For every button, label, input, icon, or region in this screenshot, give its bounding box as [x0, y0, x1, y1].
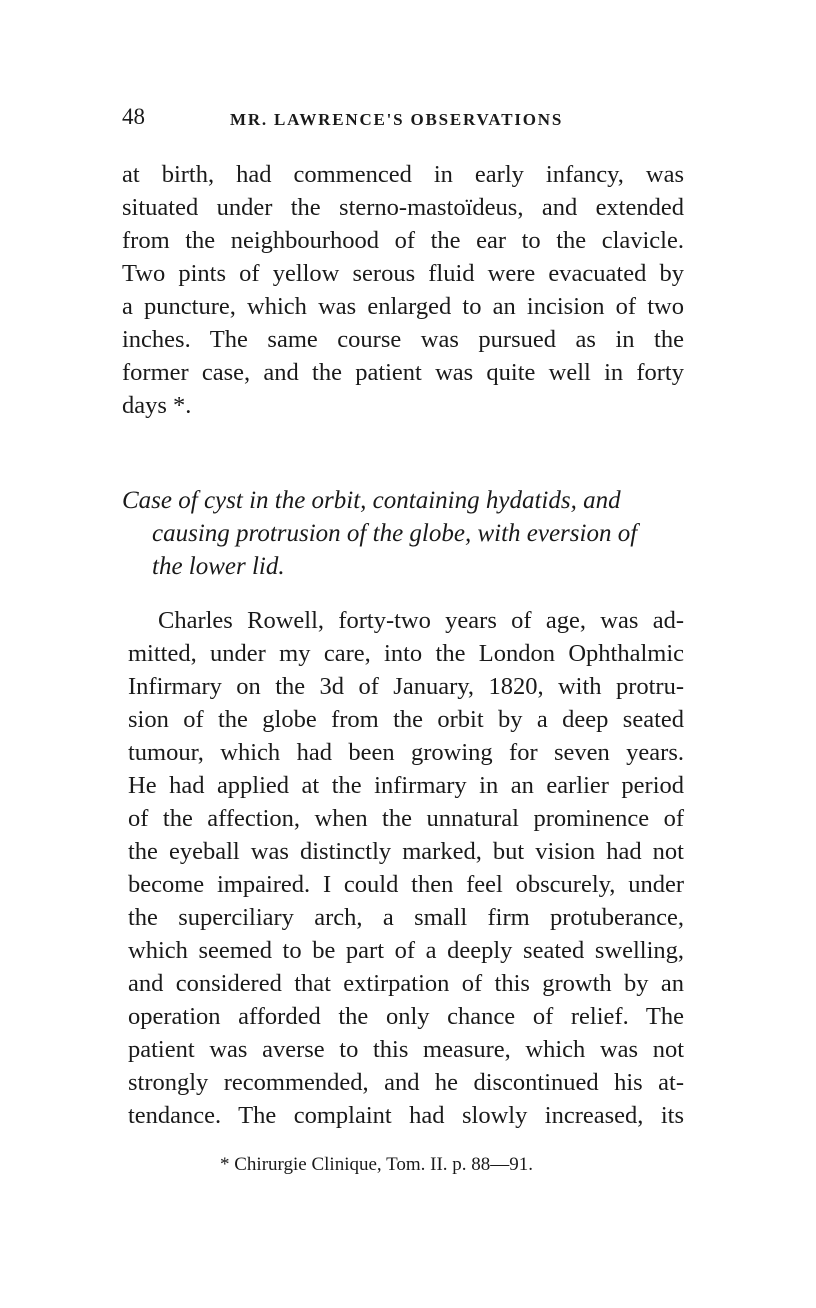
- text-line: He had applied at the infirmary in an earlier period: [128, 772, 684, 799]
- text-line: from the neighbourhood of the ear to the clavicle.: [122, 227, 684, 254]
- text-line: Infirmary on the 3d of January, 1820, with protru-: [128, 673, 684, 700]
- text-line: former case, and the patient was quite well in forty: [122, 359, 684, 386]
- text-line: operation afforded the only chance of relief. The: [128, 1003, 684, 1030]
- text-line: patient was averse to this measure, which was not: [128, 1036, 684, 1063]
- heading-line: the lower lid.: [152, 553, 285, 580]
- text-line: which seemed to be part of a deeply seated swelling,: [128, 937, 684, 964]
- text-line: sion of the globe from the orbit by a deep seated: [128, 706, 684, 733]
- text-line: situated under the sterno-mastoïdeus, and extended: [122, 194, 684, 221]
- paragraph-continuation: [122, 158, 684, 422]
- text-line: the eyeball was distinctly marked, but vision had not: [128, 838, 684, 865]
- heading-line: causing protrusion of the globe, with eversion of: [152, 520, 638, 547]
- text-line: become impaired. I could then feel obscurely, under: [128, 871, 684, 898]
- case-heading: [122, 484, 692, 583]
- heading-line: Case of cyst in the orbit, containing hydatids, and: [122, 487, 621, 514]
- text-line: Two pints of yellow serous fluid were evacuated by: [122, 260, 684, 287]
- text-line: of the affection, when the unnatural prominence of: [128, 805, 684, 832]
- running-title: MR. LAWRENCE'S OBSERVATIONS: [230, 110, 564, 129]
- case-paragraph: [128, 604, 684, 1132]
- text-line: tumour, which had been growing for seven years.: [128, 739, 684, 766]
- text-line: inches. The same course was pursued as in the: [122, 326, 684, 353]
- text-line: and considered that extirpation of this growth by an: [128, 970, 684, 997]
- running-head: [122, 104, 682, 144]
- text-line: at birth, had commenced in early infancy, was: [122, 161, 684, 188]
- text-line: Charles Rowell, forty-two years of age, was ad-: [158, 607, 684, 634]
- text-line: strongly recommended, and he discontinued his at-: [128, 1069, 684, 1096]
- text-line: the superciliary arch, a small firm protuberance,: [128, 904, 684, 931]
- text-line: mitted, under my care, into the London Ophthalmic: [128, 640, 684, 667]
- footnote: * Chirurgie Clinique, Tom. II. p. 88—91.: [220, 1154, 534, 1175]
- page-number: 48: [122, 104, 145, 129]
- text-line: a puncture, which was enlarged to an incision of two: [122, 293, 684, 320]
- text-line: days *.: [122, 392, 192, 419]
- text-line: tendance. The complaint had slowly increased, its: [128, 1102, 684, 1129]
